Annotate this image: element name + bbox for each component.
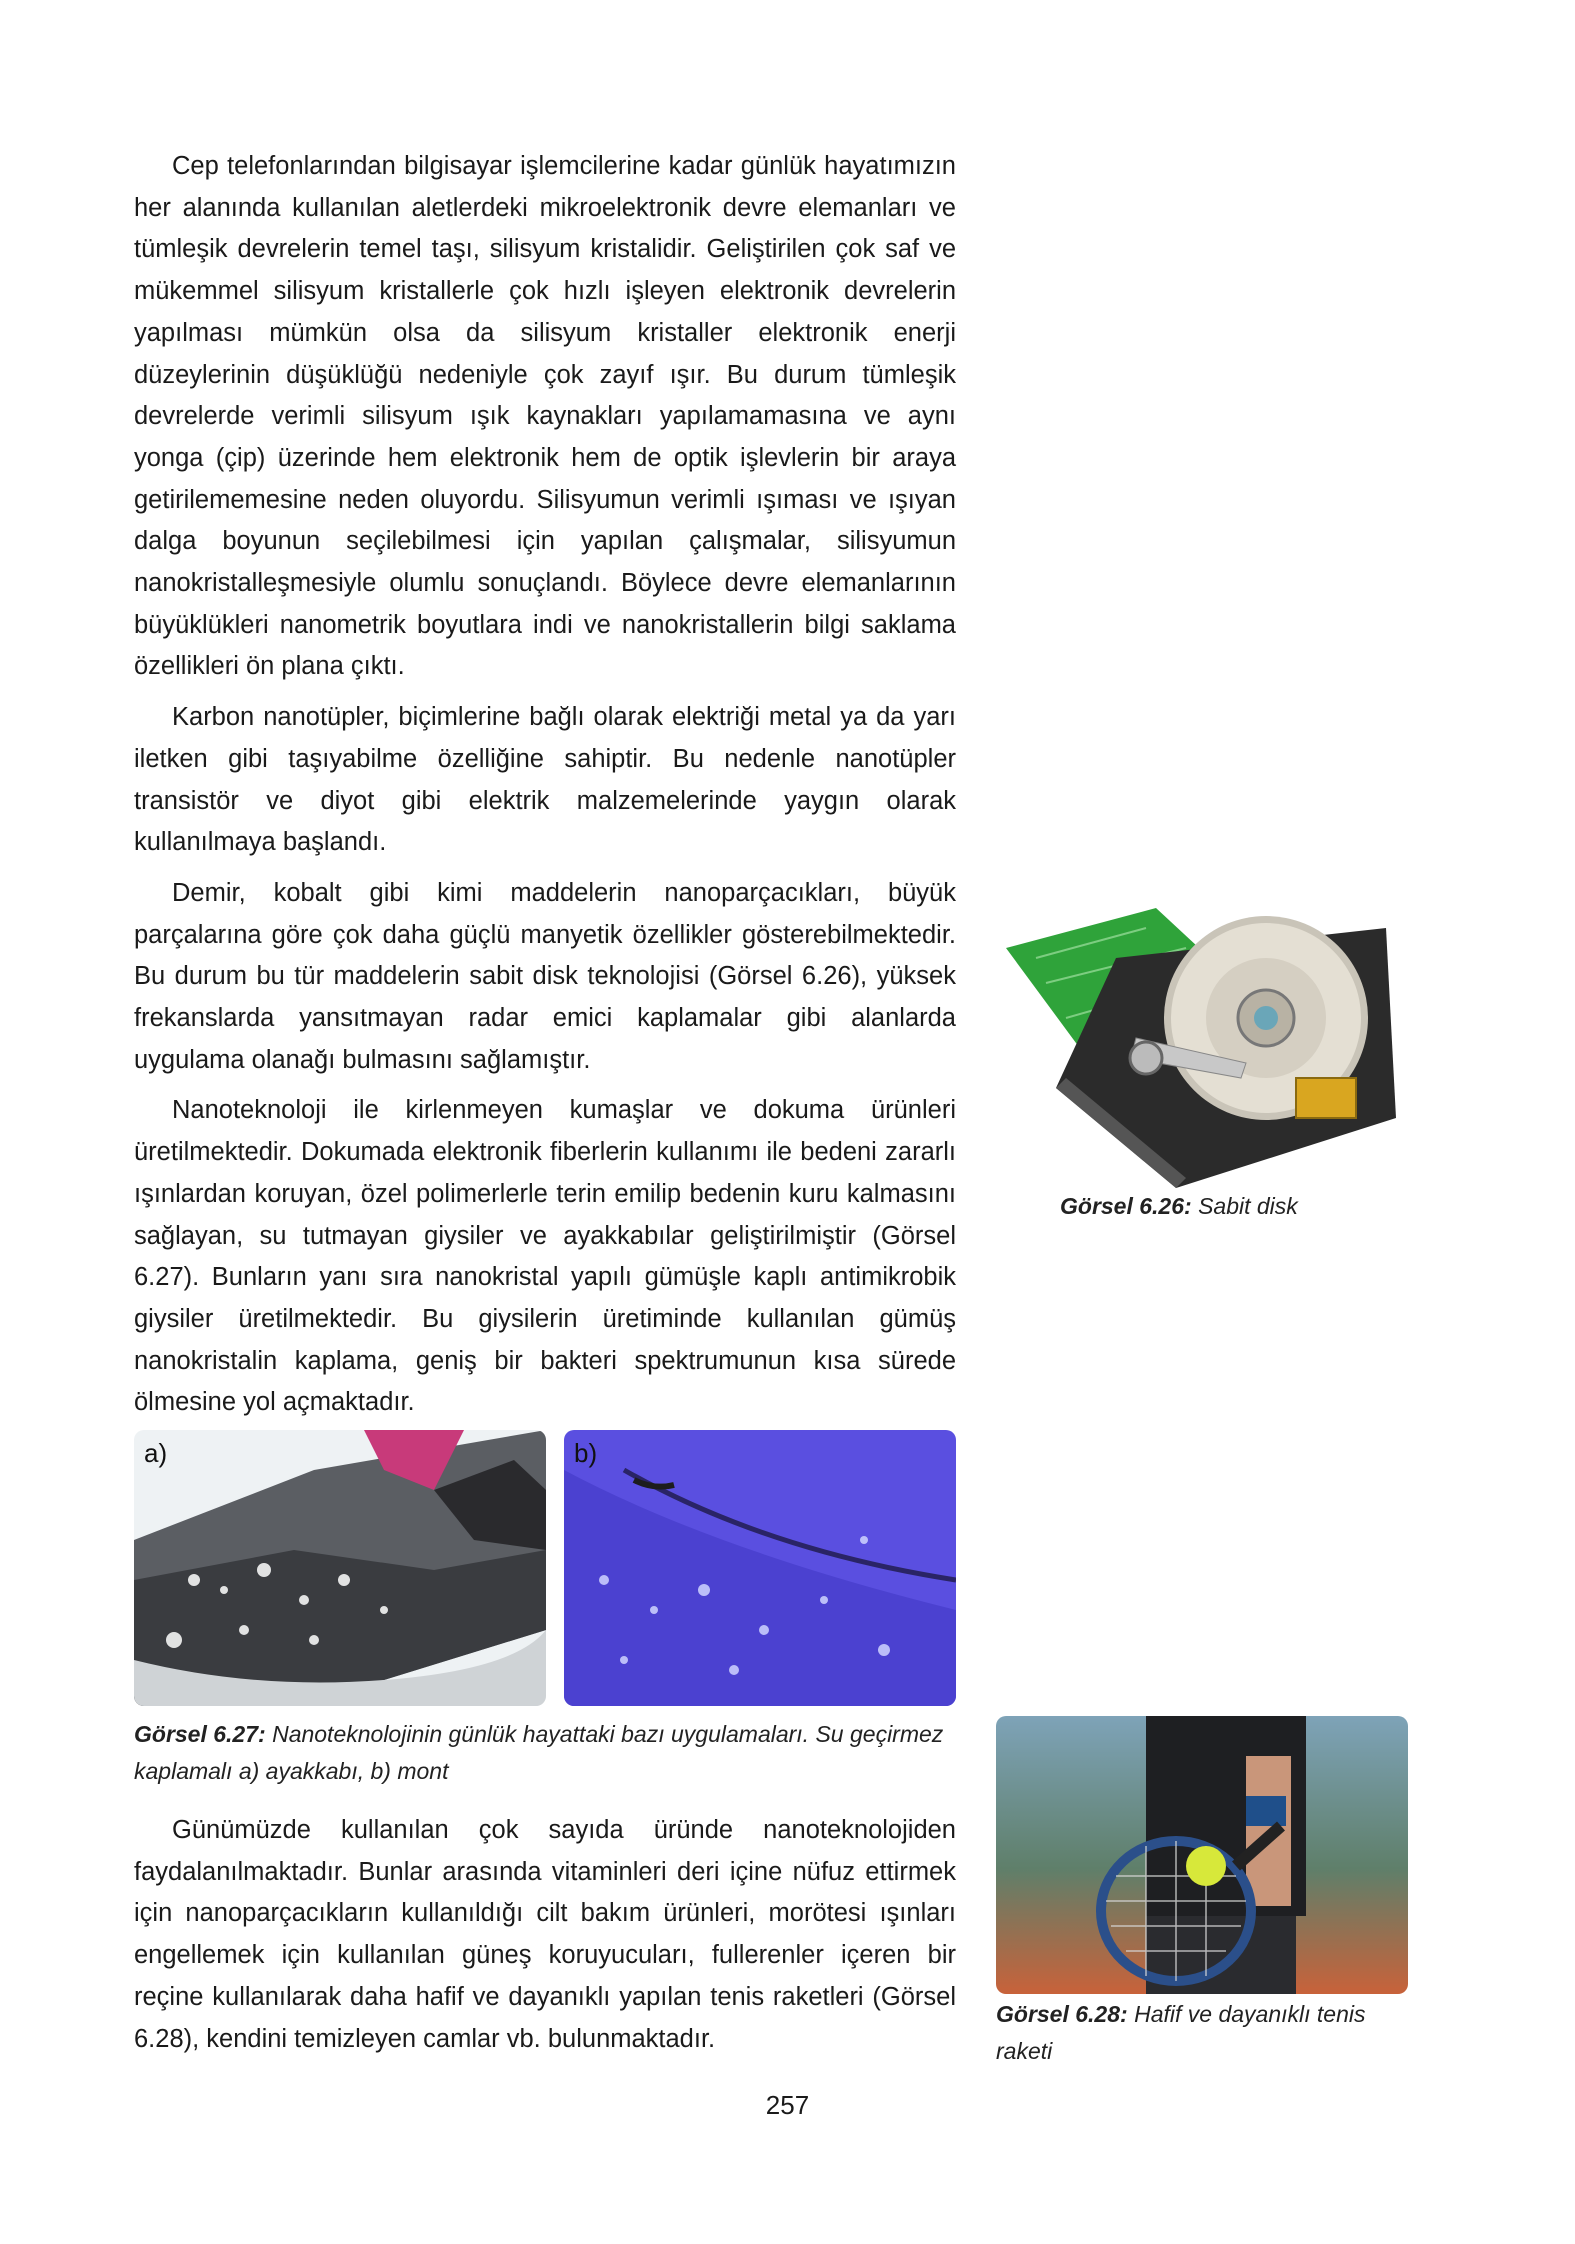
- hard-disk-image: [996, 888, 1404, 1188]
- paragraph: Günümüzde kullanılan çok sayıda üründe nanoteknolojiden faydalanılmaktadır. Bunlar arasında vitaminleri deri içine nüfuz ettirmek için nanoparçacıkların kullanıldığı cilt bakım ürünleri, morötesi ışınları engellemek için kullanılan güneş koruyucuları, fullerenler içeren bir reçine kullanılarak daha hafif ve dayanıklı yapılan tenis raketleri (Görsel 6.28), kendini temizleyen camlar vb. bulunmaktadır.: [134, 1816, 956, 2053]
- figure-caption-6-26: [1060, 1188, 1440, 1225]
- caption-text: Sabit disk: [1191, 1193, 1298, 1219]
- figure-sublabel-a: a): [144, 1438, 168, 1468]
- caption-label: Görsel 6.26:: [1060, 1193, 1192, 1219]
- paragraph: Karbon nanotüpler, biçimlerine bağlı olarak elektriği metal ya da yarı iletken gibi taşıyabilme özelliğine sahiptir. Bu nedenle nanotüpler transistör ve diyot gibi elektrik malzemelerinde yaygın olarak kullanılmaya başlandı.: [134, 703, 956, 857]
- paragraph: Nanoteknoloji ile kirlenmeyen kumaşlar ve dokuma ürünleri üretilmektedir. Dokumada elektronik fiberlerin kullanımı ile bedeni zararlı ışınlardan koruyan, özel polimerlerle terin emilip bedenin kuru kalmasını sağlayan, su tutmayan giysiler ve ayakkabılar geliştirilmiştir (Görsel 6.27). Bunların yanı sıra nanokristal yapılı gümüşle kaplı antimikrobik giysiler üretilmektedir. Bu giysilerin üretiminde kullanılan gümüş nanokristalin kaplama, geniş bir bakteri spektrumunun kısa sürede ölmesine yol açmaktadır.: [134, 1096, 956, 1417]
- body-text-top: [134, 146, 956, 1433]
- page-number: 257: [765, 2090, 810, 2120]
- caption-text: Nanoteknolojinin günlük hayattaki bazı uygulamaları. Su geçirmez kaplamalı a) ayakkabı, b) mont: [134, 1721, 944, 1784]
- tennis-racket-image: [996, 1716, 1408, 1994]
- caption-label: Görsel 6.27:: [134, 1721, 266, 1747]
- caption-text: Hafif ve dayanıklı tenis raketi: [996, 2001, 1366, 2064]
- figure-caption-6-28: [996, 1996, 1416, 2070]
- caption-label: Görsel 6.28:: [996, 2001, 1128, 2027]
- paragraph: Demir, kobalt gibi kimi maddelerin nanoparçacıkları, büyük parçalarına göre çok daha güçlü manyetik özellikler gösterebilmektedir. Bu durum bu tür maddelerin sabit disk teknolojisi (Görsel 6.26), yüksek frekanslarda yansıtmayan radar emici kaplamalar gibi alanlarda uygulama olanağı bulmasını sağlamıştır.: [134, 878, 956, 1074]
- paragraph: Cep telefonlarından bilgisayar işlemcilerine kadar günlük hayatımızın her alanında kullanılan aletlerdeki mikroelektronik devre elemanları ve tümleşik devrelerin temel taşı, silisyum kristalidir. Geliştirilen çok saf ve mükemmel silisyum kristallerle çok hızlı işleyen elektronik devrelerin yapılması mümkün olsa da silisyum kristaller elektronik enerji düzeylerinin düşüklüğü nedeniyle çok zayıf ışır. Bu durum tümleşik devrelerde verimli silisyum ışık kaynakları yapılamamasına ve aynı yonga (çip) üzerinde hem elektronik hem de optik işlevlerin bir araya getirilememesine neden oluyordu. Silisyumun verimli ışıması ve ışıyan dalga boyunun seçilebilmesi için yapılan çalışmalar, silisyumun nanokristalleşmesiyle olumlu sonuçlandı. Böylece devre elemanlarının büyüklükleri nanometrik boyutlara indi ve nanokristallerin bilgi saklama özellikleri ön plana çıktı.: [134, 152, 956, 681]
- figure-sublabel-b: b): [574, 1438, 598, 1468]
- body-text-bottom: [134, 1810, 956, 2069]
- figure-caption-6-27: [134, 1716, 956, 1790]
- waterproof-shoe-image: [134, 1430, 546, 1706]
- waterproof-jacket-image: [564, 1430, 956, 1706]
